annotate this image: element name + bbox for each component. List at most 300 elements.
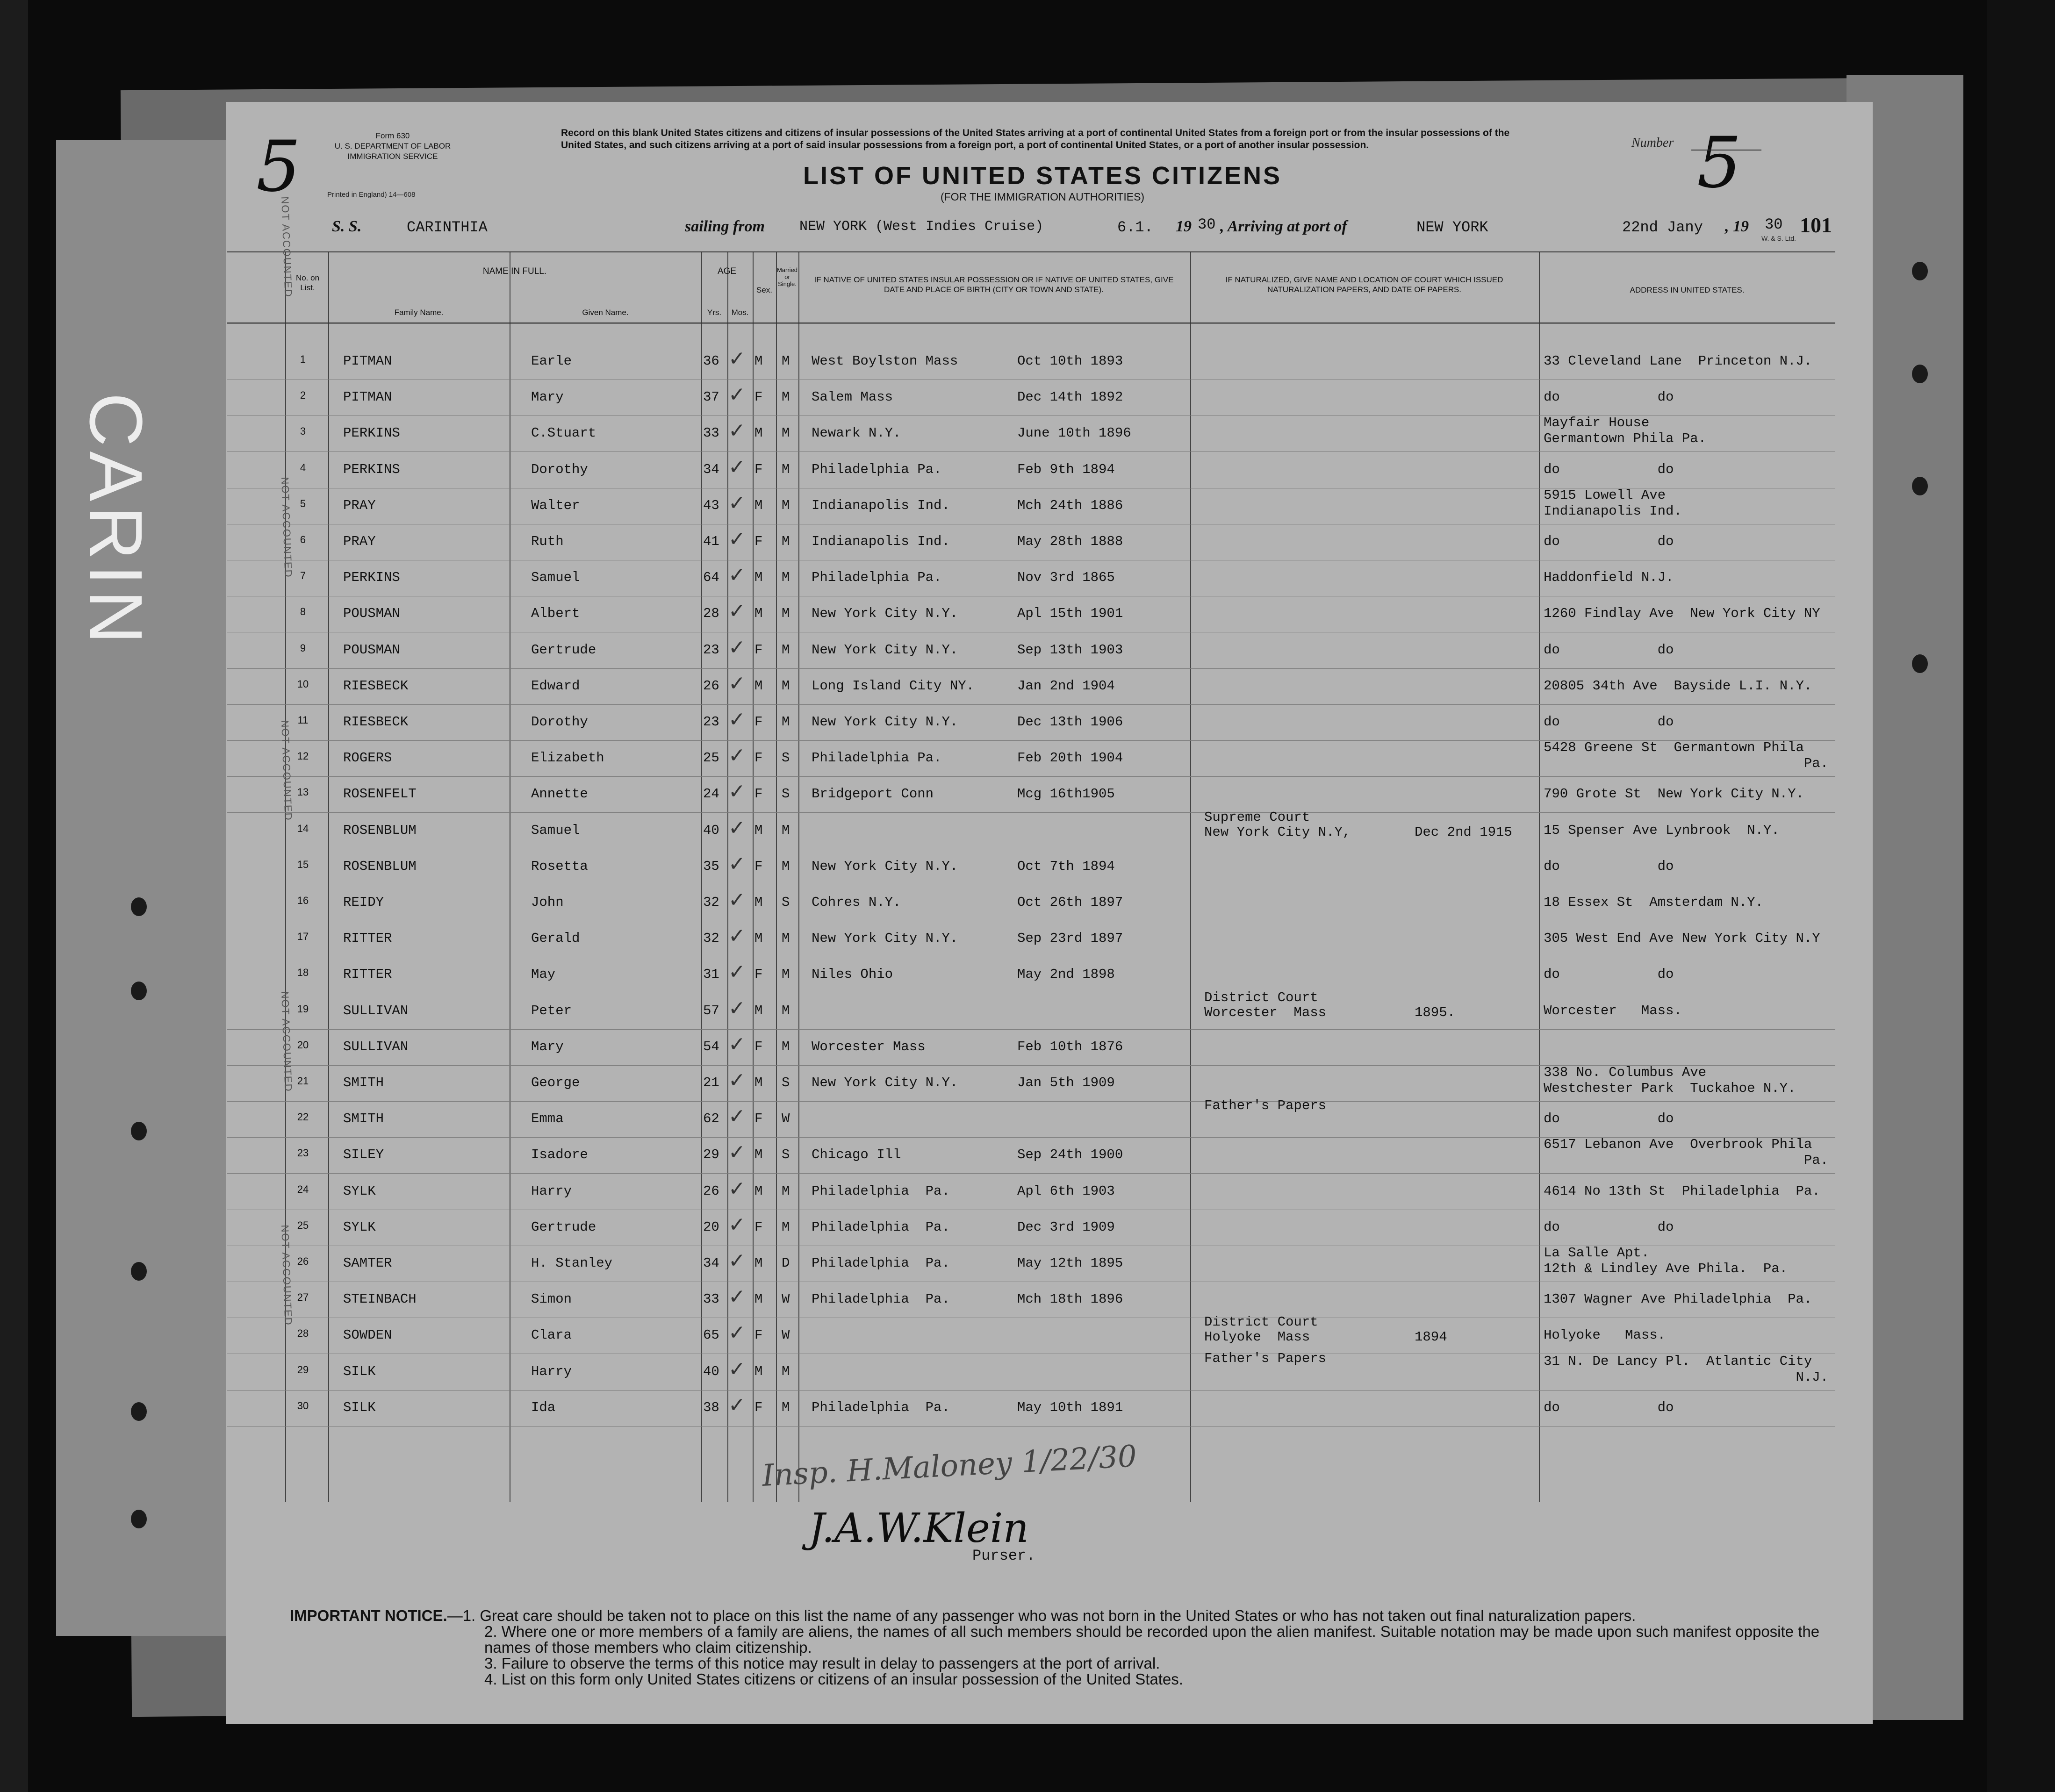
marital-status: W bbox=[782, 1327, 790, 1343]
naturalization-court: Father's Papers bbox=[1204, 1098, 1327, 1114]
given-name: Albert bbox=[531, 606, 580, 622]
family-name: SAMTER bbox=[343, 1255, 392, 1271]
naturalization-date: Dec 2nd 1915 bbox=[1415, 824, 1512, 840]
sex: M bbox=[754, 570, 763, 586]
address-line-1: do do bbox=[1544, 1219, 1674, 1235]
checkmark-icon: ✓ bbox=[728, 1068, 746, 1092]
notice-item: 3. Failure to observe the terms of this notice may result in delay to passengers at the port of arrival. bbox=[484, 1655, 1160, 1672]
age-years: 43 bbox=[703, 497, 719, 513]
given-name: Harry bbox=[531, 1183, 572, 1199]
header-rule bbox=[227, 323, 1835, 324]
family-name: SYLK bbox=[343, 1219, 376, 1235]
arrival-year: 30 bbox=[1765, 216, 1783, 233]
row-number: 14 bbox=[297, 822, 309, 834]
sex: F bbox=[754, 1399, 763, 1415]
birth-date: Dec 3rd 1909 bbox=[1017, 1219, 1115, 1235]
family-name: PERKINS bbox=[343, 461, 400, 477]
handwritten-page-number-right: 5 bbox=[1697, 122, 1742, 204]
sex: M bbox=[754, 1363, 763, 1379]
printer-note: Printed in England) 14—608 bbox=[327, 191, 416, 199]
marital-status: S bbox=[782, 895, 790, 910]
birth-place: New York City N.Y. bbox=[812, 1075, 958, 1090]
row-rule bbox=[227, 812, 1835, 813]
row-number: 3 bbox=[300, 425, 306, 437]
department-name: U. S. DEPARTMENT OF LABOR bbox=[334, 142, 451, 151]
sex: F bbox=[754, 714, 763, 730]
birth-place: Philadelphia Pa. bbox=[812, 1183, 950, 1199]
row-number: 6 bbox=[300, 534, 306, 545]
naturalization-location: New York City N.Y, bbox=[1204, 824, 1351, 840]
birth-place: Philadelphia Pa. bbox=[812, 750, 942, 766]
row-number: 1 bbox=[300, 353, 306, 365]
given-name: Peter bbox=[531, 1003, 572, 1018]
age-years: 32 bbox=[703, 895, 719, 910]
family-name: SMITH bbox=[343, 1075, 384, 1090]
given-name: Dorothy bbox=[531, 461, 588, 477]
birth-date: Dec 14th 1892 bbox=[1017, 389, 1123, 405]
sex: M bbox=[754, 425, 763, 441]
birth-place: Worcester Mass bbox=[812, 1039, 926, 1054]
birth-place: Salem Mass bbox=[812, 389, 893, 405]
header-birthplace: IF NATIVE OF UNITED STATES INSULAR POSSESSION OR IF NATIVE OF UNITED STATES, GIVE DATE AND PLACE OF BIRTH (CITY OR TOWN AND STATE). bbox=[814, 275, 1174, 294]
address-line-1: do do bbox=[1544, 642, 1674, 658]
sex: F bbox=[754, 786, 763, 802]
row-number: 5 bbox=[300, 497, 306, 509]
given-name: Harry bbox=[531, 1363, 572, 1379]
row-rule bbox=[227, 1173, 1835, 1174]
birth-place: New York City N.Y. bbox=[812, 858, 958, 874]
family-name: SOWDEN bbox=[343, 1327, 392, 1343]
checkmark-icon: ✓ bbox=[728, 1357, 746, 1381]
checkmark-icon: ✓ bbox=[728, 996, 746, 1020]
family-name: SMITH bbox=[343, 1111, 384, 1127]
family-name: POUSMAN bbox=[343, 606, 400, 622]
sex: M bbox=[754, 1255, 763, 1271]
header-age: AGE bbox=[717, 266, 737, 276]
birth-date: Dec 13th 1906 bbox=[1017, 714, 1123, 730]
family-name: SYLK bbox=[343, 1183, 376, 1199]
checkmark-icon: ✓ bbox=[728, 960, 746, 984]
given-name: May bbox=[531, 967, 556, 982]
row-number: 8 bbox=[300, 606, 306, 618]
address-line-1: do do bbox=[1544, 389, 1674, 405]
not-accounted-stamp: NOT ACCOUNTED bbox=[279, 991, 295, 1093]
scanner-edge-left bbox=[0, 0, 28, 1792]
sex: M bbox=[754, 1147, 763, 1163]
family-name: SILK bbox=[343, 1399, 376, 1415]
address-line-1: Holyoke Mass. bbox=[1544, 1327, 1666, 1343]
given-name: George bbox=[531, 1075, 580, 1090]
family-name: ROSENFELT bbox=[343, 786, 417, 802]
sex: F bbox=[754, 461, 763, 477]
age-years: 20 bbox=[703, 1219, 719, 1235]
family-name: RITTER bbox=[343, 931, 392, 946]
address-line-1: do do bbox=[1544, 714, 1674, 730]
handwritten-page-number-left: 5 bbox=[256, 126, 301, 208]
family-name: PERKINS bbox=[343, 425, 400, 441]
checkmark-icon: ✓ bbox=[728, 852, 746, 876]
given-name: Rosetta bbox=[531, 858, 588, 874]
form-identifier-block bbox=[318, 131, 467, 162]
birth-date: Mch 18th 1896 bbox=[1017, 1291, 1123, 1307]
sex: F bbox=[754, 1039, 763, 1054]
form-instructions: Record on this blank United States citizens and citizens of insular possessions of the United States arriving at a port of continental United States from a foreign port or from the insular possessions of the United States, and such citizens arriving at a port of said insular possessions from a foreign port, a port of continental United States, or a port of another insular possession. bbox=[561, 128, 1510, 151]
checkmark-icon: ✓ bbox=[728, 1393, 746, 1417]
checkmark-icon: ✓ bbox=[728, 888, 746, 912]
given-name: Dorothy bbox=[531, 714, 588, 730]
given-name: Edward bbox=[531, 678, 580, 694]
col-divider bbox=[753, 252, 754, 1502]
family-name: SILK bbox=[343, 1363, 376, 1379]
birth-place: Philadelphia Pa. bbox=[812, 570, 942, 586]
marital-status: M bbox=[782, 570, 790, 586]
family-name: STEINBACH bbox=[343, 1291, 417, 1307]
birth-place: Indianapolis Ind. bbox=[812, 497, 950, 513]
sex: F bbox=[754, 534, 763, 549]
birth-date: Oct 10th 1893 bbox=[1017, 353, 1123, 369]
sex: M bbox=[754, 497, 763, 513]
purser-signature: J.A.W.Klein bbox=[809, 1505, 1029, 1552]
row-rule bbox=[227, 1390, 1835, 1391]
birth-date: Apl 15th 1901 bbox=[1017, 606, 1123, 622]
marital-status: S bbox=[782, 1075, 790, 1090]
address-line-1: 31 N. De Lancy Pl. Atlantic City bbox=[1544, 1353, 1812, 1369]
address-line-1: 18 Essex St Amsterdam N.Y. bbox=[1544, 895, 1763, 910]
family-name: SULLIVAN bbox=[343, 1003, 409, 1018]
sailing-from-label: sailing from bbox=[685, 218, 765, 235]
passenger-table bbox=[227, 251, 1835, 1502]
address-line-1: do do bbox=[1544, 1111, 1674, 1127]
notice-item: —1. Great care should be taken not to place on this list the name of any passenger who was not born in the United States or who has not taken out final naturalization papers. bbox=[447, 1607, 1636, 1624]
given-name: H. Stanley bbox=[531, 1255, 613, 1271]
row-number: 27 bbox=[297, 1291, 309, 1304]
address-line-1: 5915 Lowell Ave bbox=[1544, 487, 1666, 503]
birth-date: May 2nd 1898 bbox=[1017, 967, 1115, 982]
marital-status: M bbox=[782, 389, 790, 405]
naturalization-court: Supreme Court bbox=[1204, 809, 1310, 825]
age-years: 33 bbox=[703, 1291, 719, 1307]
address-line-1: 1307 Wagner Ave Philadelphia Pa. bbox=[1544, 1291, 1812, 1307]
given-name: John bbox=[531, 895, 564, 910]
age-years: 62 bbox=[703, 1111, 719, 1127]
given-name: Gerald bbox=[531, 931, 580, 946]
header-married-single: Married or Single. bbox=[776, 266, 798, 287]
address-line-1: do do bbox=[1544, 967, 1674, 982]
birth-place: West Boylston Mass bbox=[812, 353, 958, 369]
header-family-name: Family Name. bbox=[394, 308, 444, 317]
arrival-date: 22nd Jany bbox=[1622, 219, 1703, 236]
birth-place: Long Island City NY. bbox=[812, 678, 975, 694]
ss-label: S. S. bbox=[332, 218, 362, 235]
checkmark-icon: ✓ bbox=[728, 419, 746, 443]
form-number: Form 630 bbox=[375, 131, 410, 140]
marital-status: M bbox=[782, 967, 790, 982]
purser-label: Purser. bbox=[972, 1547, 1035, 1564]
given-name: Samuel bbox=[531, 822, 580, 838]
ship-name: CARINTHIA bbox=[407, 219, 488, 236]
birth-date: Feb 10th 1876 bbox=[1017, 1039, 1123, 1054]
checkmark-icon: ✓ bbox=[728, 527, 746, 551]
age-years: 37 bbox=[703, 389, 719, 405]
family-name: ROSENBLUM bbox=[343, 858, 417, 874]
birth-date: May 10th 1891 bbox=[1017, 1399, 1123, 1415]
address-line-1: 5428 Greene St Germantown Phila bbox=[1544, 740, 1804, 756]
row-number: 29 bbox=[297, 1363, 309, 1376]
family-name: PRAY bbox=[343, 497, 376, 513]
birth-date: Feb 9th 1894 bbox=[1017, 461, 1115, 477]
notice-item: 4. List on this form only United States citizens or citizens of an insular possession of the United States. bbox=[484, 1670, 1183, 1688]
family-name: ROGERS bbox=[343, 750, 392, 766]
birth-date: June 10th 1896 bbox=[1017, 425, 1131, 441]
row-number: 10 bbox=[297, 678, 309, 690]
sail-year-prefix: 19 bbox=[1176, 218, 1192, 235]
address-line-1: do do bbox=[1544, 858, 1674, 874]
address-line-1: 6517 Lebanon Ave Overbrook Phila bbox=[1544, 1137, 1812, 1153]
address-line-2: Indianapolis Ind. bbox=[1544, 503, 1682, 519]
arrival-port: NEW YORK bbox=[1416, 219, 1488, 236]
address-line-1: 33 Cleveland Lane Princeton N.J. bbox=[1544, 353, 1812, 369]
family-name: POUSMAN bbox=[343, 642, 400, 658]
col-divider bbox=[776, 252, 777, 1502]
sex: F bbox=[754, 642, 763, 658]
row-number: 16 bbox=[297, 895, 309, 906]
sex: F bbox=[754, 750, 763, 766]
row-number: 2 bbox=[300, 389, 306, 401]
address-line-2: Pa. bbox=[1544, 1153, 1829, 1168]
checkmark-icon: ✓ bbox=[728, 635, 746, 659]
address-line-2: Westchester Park Tuckahoe N.Y. bbox=[1544, 1081, 1796, 1096]
row-rule bbox=[227, 1029, 1835, 1030]
header-address: ADDRESS IN UNITED STATES. bbox=[1630, 286, 1745, 294]
given-name: Emma bbox=[531, 1111, 564, 1127]
family-name: RIESBECK bbox=[343, 714, 409, 730]
side-stamp-letters: CARIN bbox=[74, 393, 158, 649]
age-years: 29 bbox=[703, 1147, 719, 1163]
given-name: Annette bbox=[531, 786, 588, 802]
birth-place: Chicago Ill bbox=[812, 1147, 901, 1163]
row-number: 30 bbox=[297, 1399, 309, 1412]
birth-place: Philadelphia Pa. bbox=[812, 1255, 950, 1271]
age-years: 31 bbox=[703, 967, 719, 982]
age-years: 40 bbox=[703, 1363, 719, 1379]
marital-status: M bbox=[782, 461, 790, 477]
checkmark-icon: ✓ bbox=[728, 383, 746, 407]
given-name: Ruth bbox=[531, 534, 564, 549]
col-divider bbox=[1539, 252, 1540, 1502]
marital-status: M bbox=[782, 606, 790, 622]
checkmark-icon: ✓ bbox=[728, 491, 746, 515]
age-years: 23 bbox=[703, 714, 719, 730]
age-years: 33 bbox=[703, 425, 719, 441]
birth-place: Philadelphia Pa. bbox=[812, 1399, 950, 1415]
marital-status: M bbox=[782, 1039, 790, 1054]
family-name: RIESBECK bbox=[343, 678, 409, 694]
row-number: 25 bbox=[297, 1219, 309, 1231]
row-number: 17 bbox=[297, 931, 309, 943]
checkmark-icon: ✓ bbox=[728, 671, 746, 695]
birth-date: Oct 26th 1897 bbox=[1017, 895, 1123, 910]
address-line-1: Mayfair House bbox=[1544, 415, 1650, 431]
row-number: 15 bbox=[297, 858, 309, 870]
given-name: Gertrude bbox=[531, 642, 596, 658]
family-name: REIDY bbox=[343, 895, 384, 910]
family-name: RITTER bbox=[343, 967, 392, 982]
family-name: PITMAN bbox=[343, 389, 392, 405]
address-line-1: Haddonfield N.J. bbox=[1544, 570, 1674, 586]
age-years: 24 bbox=[703, 786, 719, 802]
age-years: 38 bbox=[703, 1399, 719, 1415]
given-name: Simon bbox=[531, 1291, 572, 1307]
marital-status: S bbox=[782, 786, 790, 802]
checkmark-icon: ✓ bbox=[728, 347, 746, 371]
marital-status: M bbox=[782, 642, 790, 658]
sex: M bbox=[754, 1075, 763, 1090]
row-number: 12 bbox=[297, 750, 309, 762]
birth-place: Philadelphia Pa. bbox=[812, 1219, 950, 1235]
sheet-page-number: 101 bbox=[1800, 213, 1832, 237]
row-number: 9 bbox=[300, 642, 306, 654]
sex: M bbox=[754, 1003, 763, 1018]
not-accounted-stamp: NOT ACCOUNTED bbox=[279, 477, 295, 579]
marital-status: M bbox=[782, 1363, 790, 1379]
address-line-1: do do bbox=[1544, 1399, 1674, 1415]
checkmark-icon: ✓ bbox=[728, 1032, 746, 1056]
header-name-in-full: NAME IN FULL. bbox=[482, 266, 547, 276]
sail-year: 30 bbox=[1198, 216, 1216, 233]
marital-status: M bbox=[782, 1003, 790, 1018]
age-years: 35 bbox=[703, 858, 719, 874]
header-months: Mos. bbox=[731, 308, 749, 317]
age-years: 57 bbox=[703, 1003, 719, 1018]
birth-date: Jan 5th 1909 bbox=[1017, 1075, 1115, 1090]
age-years: 21 bbox=[703, 1075, 719, 1090]
family-name: PRAY bbox=[343, 534, 376, 549]
naturalization-location: Holyoke Mass bbox=[1204, 1329, 1310, 1345]
row-number: 28 bbox=[297, 1327, 309, 1340]
row-number: 4 bbox=[300, 461, 306, 473]
checkmark-icon: ✓ bbox=[728, 1176, 746, 1201]
marital-status: M bbox=[782, 497, 790, 513]
not-accounted-stamp: NOT ACCOUNTED bbox=[279, 196, 295, 298]
given-name: Samuel bbox=[531, 570, 580, 586]
checkmark-icon: ✓ bbox=[728, 924, 746, 948]
header-no: No. on List. bbox=[295, 273, 320, 292]
address-line-2: Pa. bbox=[1544, 756, 1829, 772]
printer-mark: W. & S. Ltd. bbox=[1761, 235, 1796, 242]
col-divider bbox=[328, 252, 329, 1502]
birth-date: Sep 13th 1903 bbox=[1017, 642, 1123, 658]
number-label: Number bbox=[1631, 136, 1674, 150]
address-line-2: 12th & Lindley Ave Phila. Pa. bbox=[1544, 1261, 1788, 1276]
checkmark-icon: ✓ bbox=[728, 563, 746, 588]
number-line bbox=[1691, 150, 1761, 151]
marital-status: S bbox=[782, 750, 790, 766]
marital-status: M bbox=[782, 1399, 790, 1415]
address-line-1: 4614 No 13th St Philadelphia Pa. bbox=[1544, 1183, 1820, 1199]
age-years: 26 bbox=[703, 678, 719, 694]
marital-status: M bbox=[782, 1219, 790, 1235]
family-name: ROSENBLUM bbox=[343, 822, 417, 838]
given-name: Elizabeth bbox=[531, 750, 604, 766]
birth-place: Indianapolis Ind. bbox=[812, 534, 950, 549]
family-name: SILEY bbox=[343, 1147, 384, 1163]
inspector-signature: Insp. H.Maloney 1/22/30 bbox=[761, 1439, 1138, 1493]
marital-status: S bbox=[782, 1147, 790, 1163]
age-years: 25 bbox=[703, 750, 719, 766]
birth-date: Mch 24th 1886 bbox=[1017, 497, 1123, 513]
age-years: 34 bbox=[703, 461, 719, 477]
naturalization-location: Worcester Mass bbox=[1204, 1004, 1327, 1020]
row-number: 13 bbox=[297, 786, 309, 798]
age-years: 23 bbox=[703, 642, 719, 658]
age-years: 32 bbox=[703, 931, 719, 946]
checkmark-icon: ✓ bbox=[728, 1321, 746, 1345]
marital-status: M bbox=[782, 714, 790, 730]
birth-date: Sep 24th 1900 bbox=[1017, 1147, 1123, 1163]
marital-status: M bbox=[782, 931, 790, 946]
age-years: 36 bbox=[703, 353, 719, 369]
row-rule bbox=[227, 1101, 1835, 1102]
row-rule bbox=[227, 704, 1835, 705]
checkmark-icon: ✓ bbox=[728, 1104, 746, 1129]
checkmark-icon: ✓ bbox=[728, 1285, 746, 1309]
arrival-year-prefix: , 19 bbox=[1725, 218, 1749, 235]
not-accounted-stamp: NOT ACCOUNTED bbox=[279, 1225, 295, 1326]
age-years: 54 bbox=[703, 1039, 719, 1054]
birth-date: Oct 7th 1894 bbox=[1017, 858, 1115, 874]
given-name: C.Stuart bbox=[531, 425, 596, 441]
family-name: SULLIVAN bbox=[343, 1039, 409, 1054]
row-rule bbox=[227, 776, 1835, 777]
checkmark-icon: ✓ bbox=[728, 1212, 746, 1237]
naturalization-court: District Court bbox=[1204, 1314, 1318, 1330]
col-divider bbox=[1190, 252, 1191, 1502]
service-name: IMMIGRATION SERVICE bbox=[347, 152, 438, 161]
address-line-2: Germantown Phila Pa. bbox=[1544, 431, 1707, 447]
row-number: 21 bbox=[297, 1075, 309, 1087]
sex: F bbox=[754, 1111, 763, 1127]
address-line-1: 790 Grote St New York City N.Y. bbox=[1544, 786, 1804, 802]
birth-place: Cohres N.Y. bbox=[812, 895, 901, 910]
naturalization-court: District Court bbox=[1204, 989, 1318, 1005]
family-name: PITMAN bbox=[343, 353, 392, 369]
notice-item: 2. Where one or more members of a family are aliens, the names of all such members should be recorded upon the alien manifest. Suitable notation may be made upon such manifest opposite the names of those members who claim citizenship. bbox=[484, 1623, 1820, 1656]
address-line-1: Worcester Mass. bbox=[1544, 1003, 1682, 1018]
marital-status: M bbox=[782, 1183, 790, 1199]
address-line-1: 305 West End Ave New York City N.Y bbox=[1544, 931, 1820, 946]
checkmark-icon: ✓ bbox=[728, 599, 746, 624]
birth-date: Apl 6th 1903 bbox=[1017, 1183, 1115, 1199]
checkmark-icon: ✓ bbox=[728, 780, 746, 804]
age-years: 65 bbox=[703, 1327, 719, 1343]
sex: M bbox=[754, 353, 763, 369]
checkmark-icon: ✓ bbox=[728, 744, 746, 768]
birth-date: Sep 23rd 1897 bbox=[1017, 931, 1123, 946]
checkmark-icon: ✓ bbox=[728, 708, 746, 731]
birth-place: New York City N.Y. bbox=[812, 714, 958, 730]
marital-status: W bbox=[782, 1111, 790, 1127]
given-name: Isadore bbox=[531, 1147, 588, 1163]
row-rule bbox=[227, 668, 1835, 669]
marital-status: M bbox=[782, 534, 790, 549]
form-subtitle: (FOR THE IMMIGRATION AUTHORITIES) bbox=[940, 191, 1145, 203]
row-number: 22 bbox=[297, 1111, 309, 1123]
birth-date: Nov 3rd 1865 bbox=[1017, 570, 1115, 586]
birth-place: Niles Ohio bbox=[812, 967, 893, 982]
birth-date: May 12th 1895 bbox=[1017, 1255, 1123, 1271]
checkmark-icon: ✓ bbox=[728, 816, 746, 840]
notice-heading: IMPORTANT NOTICE. bbox=[290, 1607, 447, 1624]
